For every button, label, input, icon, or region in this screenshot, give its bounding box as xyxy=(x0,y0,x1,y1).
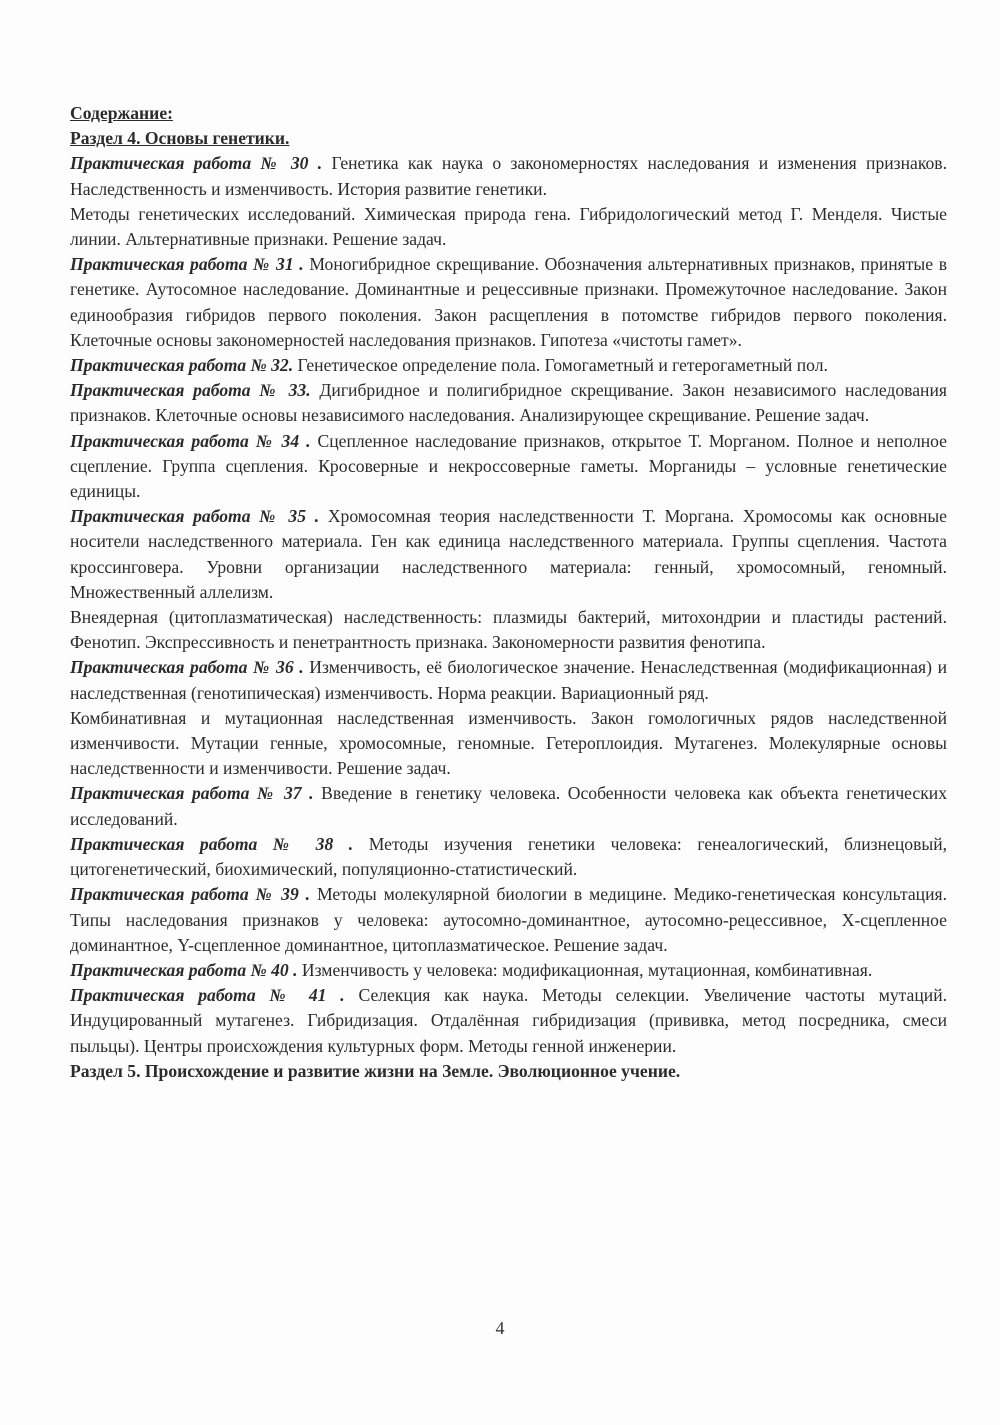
practical-work-text: Генетическое определение пола. Гомогаметный и гетерогаметный пол. xyxy=(293,355,828,376)
practical-work-text: Селекция как наука. Методы селекции. Увеличение частоты мутаций. Индуцированный мутагенез. Гибридизация. Отдалённая гибридизация (прививка, метод посредника, смеси пыльцы). Центры происхождения культурных форм. Методы генной инженерии. xyxy=(70,985,948,1056)
practical-work-text: Генетика как наука о закономерностях наследования и изменения признаков. Наследственность и изменчивость. История развитие генетики. xyxy=(70,153,947,199)
practical-work-continuation: Внеядерная (цитоплазматическая) наследственность: плазмиды бактерий, митохондрии и пластиды растений. Фенотип. Экспрессивность и пенетрантность признака. Закономерности развития фенотипа. xyxy=(70,607,947,653)
practical-work-entry xyxy=(70,781,947,831)
practical-work-label: Практическая работа № 40 . xyxy=(70,959,298,980)
practical-work-text: Введение в генетику человека. Особенности человека как объекта генетических исследований. xyxy=(70,783,948,829)
practical-work-text: Методы изучения генетики человека: генеалогический, близнецовый, цитогенетический, биохимический, популяционно-статистический. xyxy=(70,833,948,880)
practical-work-entry xyxy=(70,655,947,705)
section-5-heading: Раздел 5. Происхождение и развитие жизни на Земле. Эволюционное учение. xyxy=(70,1060,681,1081)
section-4-heading: Раздел 4. Основы генетики. xyxy=(70,128,290,149)
practical-work-label: Практическая работа № 37 . xyxy=(70,783,314,804)
practical-work-label: Практическая работа № 41 . xyxy=(70,985,345,1006)
practical-work-entry xyxy=(70,958,947,983)
practical-work-entry xyxy=(70,983,947,1059)
practical-work-entry xyxy=(70,504,947,605)
practical-work-label: Практическая работа № 38 . xyxy=(70,833,354,854)
practical-work-continuation: Методы генетических исследований. Химическая природа гена. Гибридологический метод Г. Менделя. Чистые линии. Альтернативные признаки. Решение задач. xyxy=(70,203,947,250)
practical-work-label: Практическая работа № 30 . xyxy=(70,153,323,174)
page-number: 4 xyxy=(495,1318,505,1338)
practical-work-continuation: Комбинативная и мутационная наследственная изменчивость. Закон гомологичных рядов наследственной изменчивости. Мутации генные, хромосомные, геномные. Гетероплоидия. Мутагенез. Молекулярные основы наследственности и изменчивости. Решение задач. xyxy=(70,707,947,779)
practical-work-entry xyxy=(70,378,947,428)
practical-work-label: Практическая работа № 34 . xyxy=(70,430,311,451)
practical-work-label: Практическая работа № 39 . xyxy=(70,884,311,905)
practical-work-entry xyxy=(70,353,947,378)
practical-work-entry xyxy=(70,832,947,882)
contents-body xyxy=(70,101,947,1084)
practical-work-text: Изменчивость у человека: модификационная, мутационная, комбинативная. xyxy=(297,959,873,980)
practical-work-entry xyxy=(70,429,947,505)
practical-work-text: Моногибридное скрещивание. Обозначения альтернативных признаков, принятые в генетике. Аутосомное наследование. Доминантные и рецессивные признаки. Промежуточное наследование. Закон единообразия гибридов первого поколения. Закон расщепления в потомстве гибридов первого поколения. Клеточные основы закономерностей наследования признаков. Гипотеза «чистоты гамет». xyxy=(70,254,947,350)
practical-work-entry xyxy=(70,151,947,201)
practical-work-entry xyxy=(70,252,947,353)
practical-work-entry xyxy=(70,882,947,958)
practical-work-text: Методы молекулярной биологии в медицине. Медико-генетическая консультация. Типы наследования признаков у человека: аутосомно-доминантное, аутосомно-рецессивное, X-сцепленное доминантное, Y-сцепленное доминантное, цитоплазматическое. Решение задач. xyxy=(70,884,948,955)
practical-work-label: Практическая работа № 32. xyxy=(70,355,294,376)
practical-work-text: Изменчивость, её биологическое значение. Ненаследственная (модификационная) и наследственная (генотипическая) изменчивость. Норма реакции. Вариационный ряд. xyxy=(70,657,948,703)
practical-work-text: Дигибридное и полигибридное скрещивание. Закон независимого наследования признаков. Клеточные основы независимого наследования. Анализирующее скрещивание. Решение задач. xyxy=(70,380,947,426)
practical-work-label: Практическая работа № 35 . xyxy=(70,506,320,527)
practical-work-label: Практическая работа № 36 . xyxy=(70,657,304,678)
contents-heading: Содержание: xyxy=(70,103,173,123)
practical-work-text: Хромосомная теория наследственности Т. Моргана. Хромосомы как основные носители наследственного материала. Ген как единица наследственного материала. Группы сцепления. Частота кроссинговера. Уровни организации наследственного материала: генный, хромосомный, геномный. Множественный аллелизм. xyxy=(70,506,947,602)
practical-work-text: Сцепленное наследование признаков, открытое Т. Морганом. Полное и неполное сцепление. Группа сцепления. Кросоверные и некроссоверные гаметы. Морганиды – условные генетические единицы. xyxy=(70,430,947,502)
practical-works-list xyxy=(70,151,947,1058)
practical-work-label: Практическая работа № 33. xyxy=(70,380,311,401)
practical-work-label: Практическая работа № 31 . xyxy=(70,254,304,275)
